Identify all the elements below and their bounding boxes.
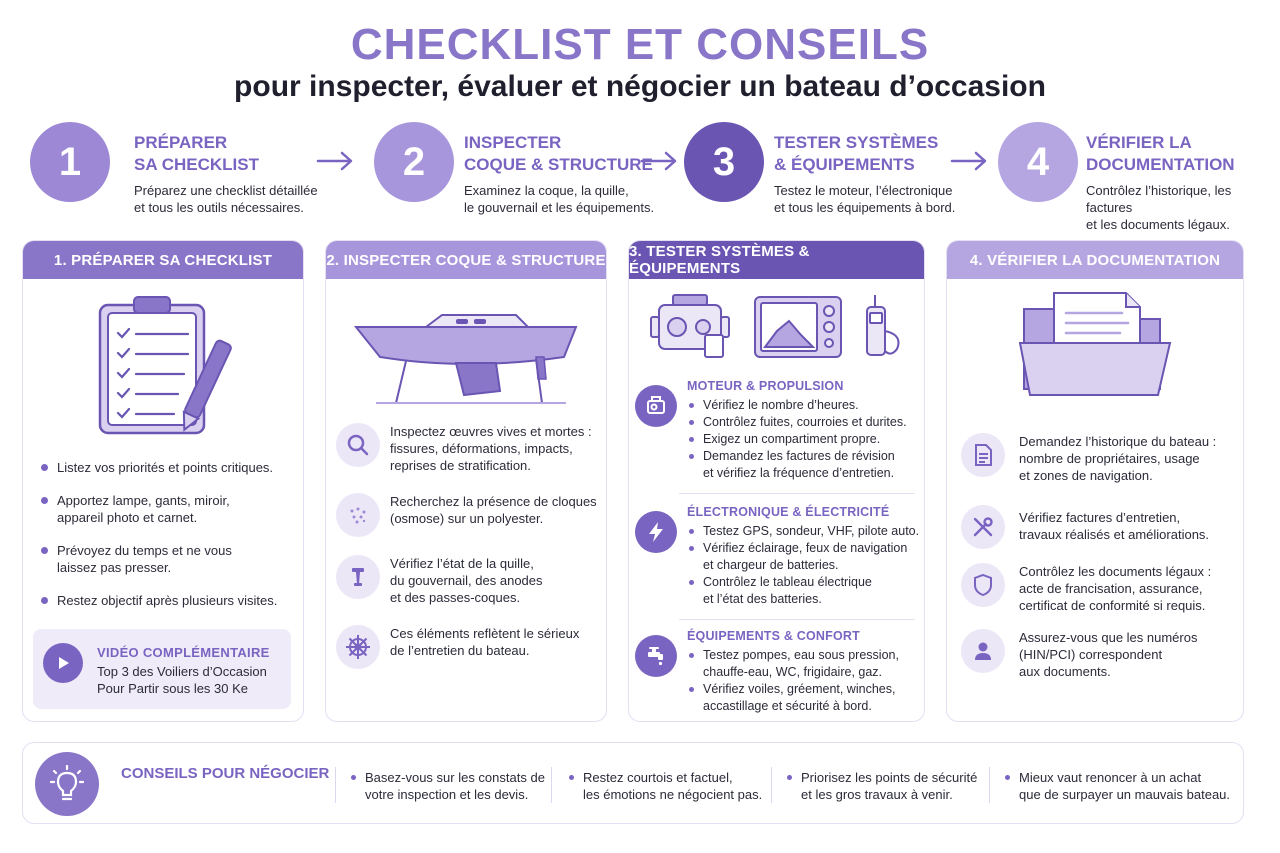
- tools-icon: [961, 505, 1005, 549]
- step-4: [998, 122, 1278, 232]
- step-text: [464, 132, 704, 216]
- dots-osmosis-icon: [336, 493, 380, 537]
- step-desc: Contrôlez l’historique, les factures et les documents légaux.: [1086, 183, 1232, 232]
- page-title: CHECKLIST ET CONSEILS: [350, 20, 930, 69]
- shield-icon: [961, 563, 1005, 607]
- divider: [989, 767, 990, 803]
- divider: [679, 493, 915, 494]
- list-item: Prévoyez du temps et ne vous laissez pas presser.: [39, 542, 299, 576]
- sailboat-hull-icon: [346, 299, 586, 409]
- step-number: 2: [374, 122, 454, 202]
- play-icon[interactable]: [43, 643, 83, 683]
- video-title: VIDÉO COMPLÉMENTAIRE: [97, 645, 270, 660]
- negotiation-tips: [22, 742, 1244, 824]
- item-text: Vérifiez factures d’entretien, travaux réalisés et améliorations.: [1019, 510, 1210, 542]
- step-1: [30, 122, 330, 222]
- arrow-right-icon: [640, 148, 680, 174]
- card-header: 4. VÉRIFIER LA DOCUMENTATION: [947, 241, 1243, 279]
- card-illustration: [629, 291, 924, 363]
- card-illustration: [23, 289, 303, 439]
- section-title: MOTEUR & PROPULSION: [687, 379, 844, 393]
- video-link[interactable]: [33, 629, 291, 709]
- document-icon: [961, 433, 1005, 477]
- item-text: Inspectez œuvres vives et mortes : fissures, déformations, impacts, reprises de stratification.: [390, 424, 592, 473]
- card-test-systems: [628, 240, 925, 722]
- keel-icon: [336, 555, 380, 599]
- card-illustration: [326, 299, 606, 409]
- section-title: ÉQUIPEMENTS & CONFORT: [687, 629, 860, 643]
- video-desc: Top 3 des Voiliers d’Occasion Pour Partir sous les 30 Ke: [97, 664, 267, 696]
- helm-wheel-icon: [336, 625, 380, 669]
- engine-icon: [635, 385, 677, 427]
- negotiation-tip: Mieux vaut renoncer à un achat que de surpayer un mauvais bateau.: [1003, 769, 1230, 803]
- system-section-equipment: [635, 629, 915, 719]
- system-section-electronics: [635, 505, 920, 615]
- list-item: Apportez lampe, gants, miroir, appareil photo et carnet.: [39, 492, 299, 526]
- item-text: Contrôlez les documents légaux : acte de francisation, assurance, certificat de conformité si requis.: [1019, 564, 1212, 613]
- engine-gps-radio-icon: [647, 291, 907, 363]
- list-item: Vérifiez voiles, gréement, winches, accastillage et sécurité à bord.: [687, 681, 923, 715]
- list-item: Exigez un compartiment propre.: [687, 431, 923, 448]
- card-header: 1. PRÉPARER SA CHECKLIST: [23, 241, 303, 279]
- list-item: Contrôlez le tableau électrique et l’état des batteries.: [687, 574, 923, 608]
- negotiation-tip: Priorisez les points de sécurité et les gros travaux à venir.: [785, 769, 977, 803]
- item-text: Recherchez la présence de cloques (osmose) sur un polyester.: [390, 494, 597, 526]
- list-item: Vérifiez le nombre d’heures.: [687, 397, 923, 414]
- section-title: ÉLECTRONIQUE & ÉLECTRICITÉ: [687, 505, 890, 519]
- step-2: [374, 122, 674, 222]
- list-item: Listez vos priorités et points critiques.: [39, 459, 299, 476]
- step-desc: Testez le moteur, l’électronique et tous les équipements à bord.: [774, 183, 956, 215]
- magnifier-icon: [336, 423, 380, 467]
- lightbulb-icon: [35, 752, 99, 816]
- step-number: 4: [998, 122, 1078, 202]
- section-list: [687, 397, 923, 482]
- step-text: [1086, 132, 1276, 233]
- step-text: [134, 132, 374, 216]
- negotiation-tip: Basez-vous sur les constats de votre inspection et les devis.: [349, 769, 545, 803]
- card-header: 3. TESTER SYSTÈMES & ÉQUIPEMENTS: [629, 241, 924, 279]
- faucet-icon: [635, 635, 677, 677]
- step-3: [684, 122, 984, 222]
- list-item: Restez objectif après plusieurs visites.: [39, 592, 299, 609]
- negotiation-title: CONSEILS POUR NÉGOCIER: [121, 765, 330, 782]
- checklist-bullets: [39, 459, 299, 625]
- section-list: [687, 523, 923, 608]
- step-desc: Examinez la coque, la quille, le gouvernail et les équipements.: [464, 183, 655, 215]
- list-item: Demandez les factures de révision et vérifiez la fréquence d’entretien.: [687, 448, 923, 482]
- step-title: INSPECTER COQUE & STRUCTURE: [464, 133, 653, 174]
- card-verify-documentation: [946, 240, 1244, 722]
- card-inspect-hull: [325, 240, 607, 722]
- clipboard-checklist-icon: [88, 289, 238, 439]
- item-text: Vérifiez l’état de la quille, du gouvernail, des anodes et des passes-coques.: [390, 556, 543, 605]
- step-title: PRÉPARER SA CHECKLIST: [134, 133, 259, 174]
- list-item: Testez pompes, eau sous pression, chauffe-eau, WC, frigidaire, gaz.: [687, 647, 923, 681]
- divider: [335, 767, 336, 803]
- item-text: Ces éléments reflètent le sérieux de l’entretien du bateau.: [390, 626, 580, 658]
- card-illustration: [947, 289, 1243, 399]
- item-text: Assurez-vous que les numéros (HIN/PCI) correspondent aux documents.: [1019, 630, 1198, 679]
- step-number: 1: [30, 122, 110, 202]
- negotiation-tip: Restez courtois et factuel, les émotions ne négocient pas.: [567, 769, 762, 803]
- section-list: [687, 647, 923, 715]
- list-item: Contrôlez fuites, courroies et durites.: [687, 414, 923, 431]
- system-section-engine: [635, 379, 915, 489]
- step-number: 3: [684, 122, 764, 202]
- card-prepare-checklist: [22, 240, 304, 722]
- person-icon: [961, 629, 1005, 673]
- step-desc: Préparez une checklist détaillée et tous les outils nécessaires.: [134, 183, 318, 215]
- step-text: [774, 132, 1014, 216]
- page-subtitle: pour inspecter, évaluer et négocier un bateau d’occasion: [234, 70, 1046, 103]
- divider: [679, 619, 915, 620]
- divider: [551, 767, 552, 803]
- card-header: 2. INSPECTER COQUE & STRUCTURE: [326, 241, 606, 279]
- item-text: Demandez l’historique du bateau : nombre de propriétaires, usage et zones de navigation.: [1019, 434, 1217, 483]
- list-item: Testez GPS, sondeur, VHF, pilote auto.: [687, 523, 923, 540]
- step-title: VÉRIFIER LA DOCUMENTATION: [1086, 133, 1235, 174]
- arrow-right-icon: [950, 148, 990, 174]
- lightning-icon: [635, 511, 677, 553]
- folder-documents-icon: [1010, 289, 1180, 399]
- arrow-right-icon: [316, 148, 356, 174]
- list-item: Vérifiez éclairage, feux de navigation et chargeur de batteries.: [687, 540, 923, 574]
- step-title: TESTER SYSTÈMES & ÉQUIPEMENTS: [774, 133, 939, 174]
- divider: [771, 767, 772, 803]
